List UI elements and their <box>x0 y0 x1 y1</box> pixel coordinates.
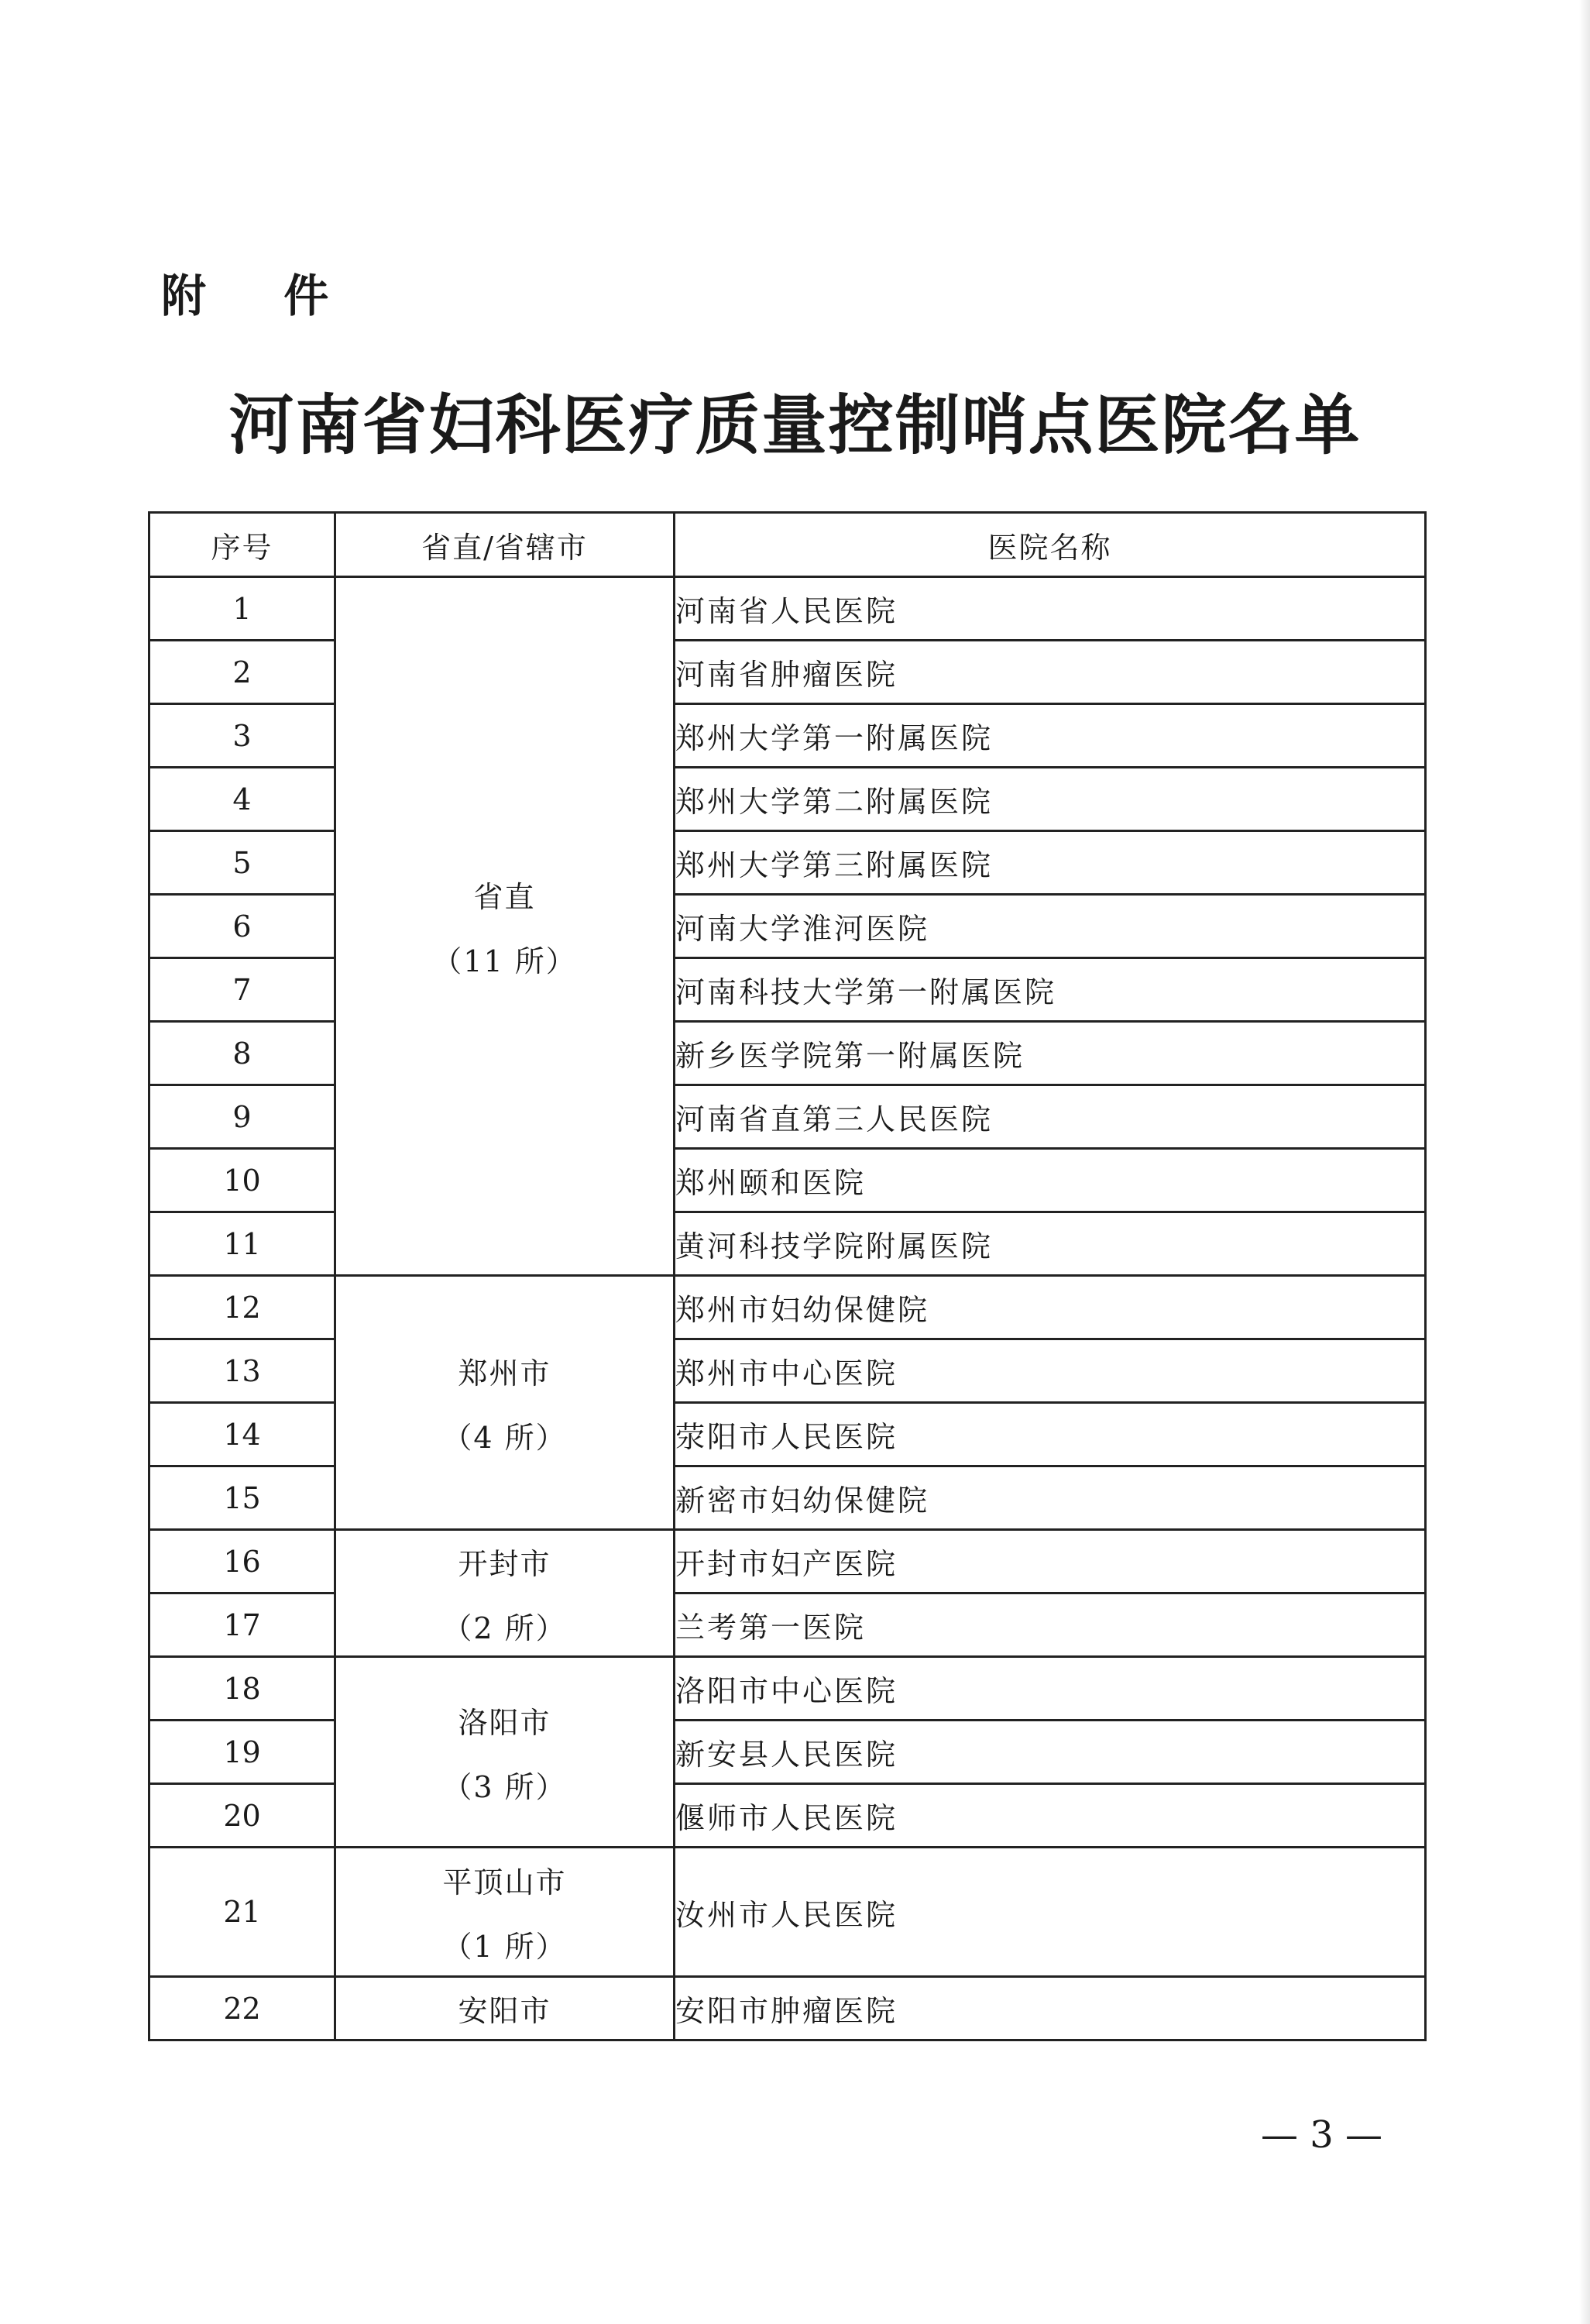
row-seq: 8 <box>149 1022 335 1085</box>
hospital-name: 郑州大学第二附属医院 <box>675 768 1426 831</box>
row-seq: 5 <box>149 831 335 895</box>
header-hospital: 医院名称 <box>675 513 1426 577</box>
header-seq: 序号 <box>149 513 335 577</box>
region-cell <box>335 1977 675 2040</box>
hospital-name: 河南省人民医院 <box>675 577 1426 641</box>
table-row <box>149 1657 1426 1721</box>
document-title: 河南省妇科医疗质量控制哨点医院名单 <box>228 387 1362 463</box>
hospital-name: 河南科技大学第一附属医院 <box>675 958 1426 1022</box>
row-seq: 12 <box>149 1276 335 1339</box>
table-row <box>149 1977 1426 2040</box>
row-seq: 11 <box>149 1212 335 1276</box>
table-row <box>149 1848 1426 1977</box>
row-seq: 2 <box>149 641 335 704</box>
hospital-name: 河南大学淮河医院 <box>675 895 1426 958</box>
row-seq: 13 <box>149 1339 335 1403</box>
hospital-name: 新乡医学院第一附属医院 <box>675 1022 1426 1085</box>
region-count: （1 所） <box>442 1930 567 1964</box>
hospital-name: 兰考第一医院 <box>675 1593 1426 1657</box>
hospital-name: 河南省直第三人民医院 <box>675 1085 1426 1149</box>
row-seq: 3 <box>149 704 335 768</box>
hospital-name: 汝州市人民医院 <box>675 1848 1426 1977</box>
region-name: 开封市 <box>458 1546 551 1581</box>
table-header-row <box>149 513 1426 577</box>
region-name: 洛阳市 <box>458 1705 551 1740</box>
row-seq: 4 <box>149 768 335 831</box>
row-seq: 7 <box>149 958 335 1022</box>
row-seq: 6 <box>149 895 335 958</box>
region-count: （4 所） <box>442 1420 567 1455</box>
row-seq: 17 <box>149 1593 335 1657</box>
region-count: （11 所） <box>432 944 577 978</box>
region-cell <box>335 1276 675 1530</box>
region-cell <box>335 577 675 1276</box>
hospital-name: 河南省肿瘤医院 <box>675 641 1426 704</box>
row-seq: 20 <box>149 1784 335 1848</box>
row-seq: 10 <box>149 1149 335 1212</box>
region-name: 平顶山市 <box>442 1865 567 1899</box>
attachment-label: 附 件 <box>161 270 360 322</box>
header-region: 省直/省辖市 <box>335 513 675 577</box>
region-count: （2 所） <box>442 1611 567 1645</box>
row-seq: 21 <box>149 1848 335 1977</box>
row-seq: 1 <box>149 577 335 641</box>
region-name: 安阳市 <box>458 1994 551 2028</box>
region-name: 省直 <box>473 879 536 914</box>
region-name: 郑州市 <box>458 1356 551 1391</box>
table-row <box>149 1530 1426 1593</box>
hospital-name: 偃师市人民医院 <box>675 1784 1426 1848</box>
table-row <box>149 577 1426 641</box>
hospital-name: 新密市妇幼保健院 <box>675 1466 1426 1530</box>
hospital-name: 荥阳市人民医院 <box>675 1403 1426 1466</box>
row-seq: 15 <box>149 1466 335 1530</box>
table-row <box>149 1276 1426 1339</box>
row-seq: 9 <box>149 1085 335 1149</box>
region-cell <box>335 1530 675 1657</box>
hospital-name: 郑州大学第一附属医院 <box>675 704 1426 768</box>
hospital-name: 黄河科技学院附属医院 <box>675 1212 1426 1276</box>
hospital-name: 新安县人民医院 <box>675 1721 1426 1784</box>
region-count: （3 所） <box>442 1769 567 1804</box>
hospital-name: 郑州市中心医院 <box>675 1339 1426 1403</box>
hospital-name: 郑州大学第三附属医院 <box>675 831 1426 895</box>
row-seq: 14 <box>149 1403 335 1466</box>
page-number: — 3 — <box>1261 2113 1383 2157</box>
row-seq: 22 <box>149 1977 335 2040</box>
table-body <box>149 577 1426 2040</box>
hospital-name: 洛阳市中心医院 <box>675 1657 1426 1721</box>
hospital-name: 开封市妇产医院 <box>675 1530 1426 1593</box>
region-cell <box>335 1848 675 1977</box>
hospital-name: 郑州颐和医院 <box>675 1149 1426 1212</box>
scan-edge <box>1579 0 1590 2324</box>
hospital-name: 郑州市妇幼保健院 <box>675 1276 1426 1339</box>
row-seq: 16 <box>149 1530 335 1593</box>
hospital-name: 安阳市肿瘤医院 <box>675 1977 1426 2040</box>
region-cell <box>335 1657 675 1848</box>
hospital-table <box>148 511 1427 2041</box>
row-seq: 19 <box>149 1721 335 1784</box>
row-seq: 18 <box>149 1657 335 1721</box>
